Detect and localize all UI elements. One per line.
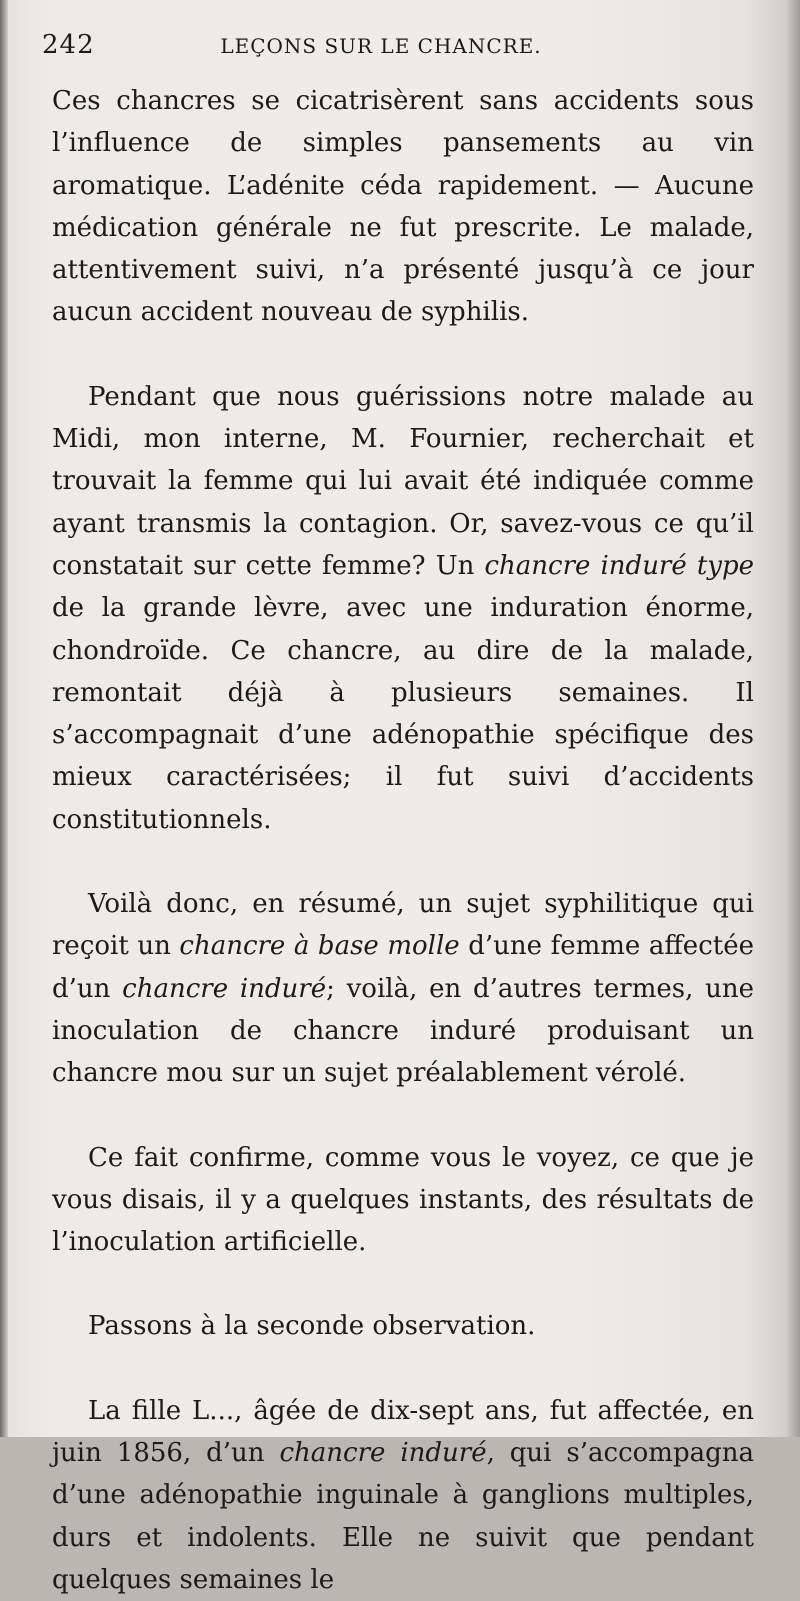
paragraph-2-text-b: de la grande lèvre, avec une induration énorme, chondroïde. Ce chancre, au dire de la malade, remontait déjà à plusieurs semaines. Il s’accompagnait d’une adénopathie spécifique des mieux caractérisées; il fut suivi d’accidents constitutionnels.: [52, 593, 754, 835]
paragraph-spacer: [52, 841, 754, 883]
paragraph-3: [52, 883, 754, 1094]
paragraph-2-text-a: Pendant que nous guérissions notre malade au Midi, mon interne, M. Fournier, recherchait et trouvait la femme qui lui avait été indiquée comme ayant transmis la contagion. Or, savez-vous ce qu’il constatait sur cette femme? Un: [52, 381, 754, 581]
page-gutter-shadow: [0, 0, 8, 1437]
body-text: [52, 80, 754, 1601]
paragraph-3-text-a: Voilà donc, en résumé, un sujet syphilitique qui reçoit un: [52, 889, 754, 962]
paragraph-3-text-c: ; voilà, en d’autres termes, une inoculation de chancre induré produisant un chancre mou sur un sujet préalablement vérolé.: [52, 973, 754, 1089]
paragraph-2-italic-1: chancre induré type: [484, 550, 755, 581]
running-title: LEÇONS SUR LE CHANCRE.: [220, 34, 542, 58]
paragraph-5: Passons à la seconde observation.: [88, 1311, 536, 1342]
page-header: [42, 30, 760, 70]
paragraph-spacer: [52, 1095, 754, 1137]
paragraph-6-text-b: , qui s’accompagna d’une adénopathie inguinale à ganglions multiples, durs et indolents. Elle ne suivit que pendant quelques semaines le: [52, 1438, 754, 1595]
page-number: 242: [42, 30, 95, 60]
paragraph-6-text-a: La fille L..., âgée de dix-sept ans, fut affectée, en juin 1856, d’un: [52, 1395, 754, 1469]
paragraph-3-text-b: d’une femme affectée d’un: [52, 931, 754, 1004]
paragraph-spacer: [52, 334, 754, 376]
paragraph-1: Ces chancres se cicatrisèrent sans accidents sous l’influence de simples pansements au vin aromatique. L’adénite céda rapidement. — Aucune médication générale ne fut prescrite. Le malade, attentivement suivi, n’a présenté jusqu’à ce jour aucun accident nouveau de syphilis.: [52, 86, 754, 328]
paragraph-6-italic-1: chancre induré: [279, 1438, 487, 1469]
paragraph-3-italic-1: chancre à base molle: [179, 931, 460, 962]
paragraph-4: Ce fait confirme, comme vous le voyez, ce que je vous disais, il y a quelques instants, des résultats de l’inoculation artificielle.: [52, 1142, 754, 1258]
paragraph-6: [52, 1390, 754, 1601]
paragraph-spacer: [52, 1348, 754, 1390]
paragraph-3-italic-2: chancre induré: [122, 973, 327, 1004]
paragraph-2: [52, 376, 754, 841]
paragraph-spacer: [52, 1263, 754, 1305]
page-edge-shadow: [786, 0, 800, 1437]
